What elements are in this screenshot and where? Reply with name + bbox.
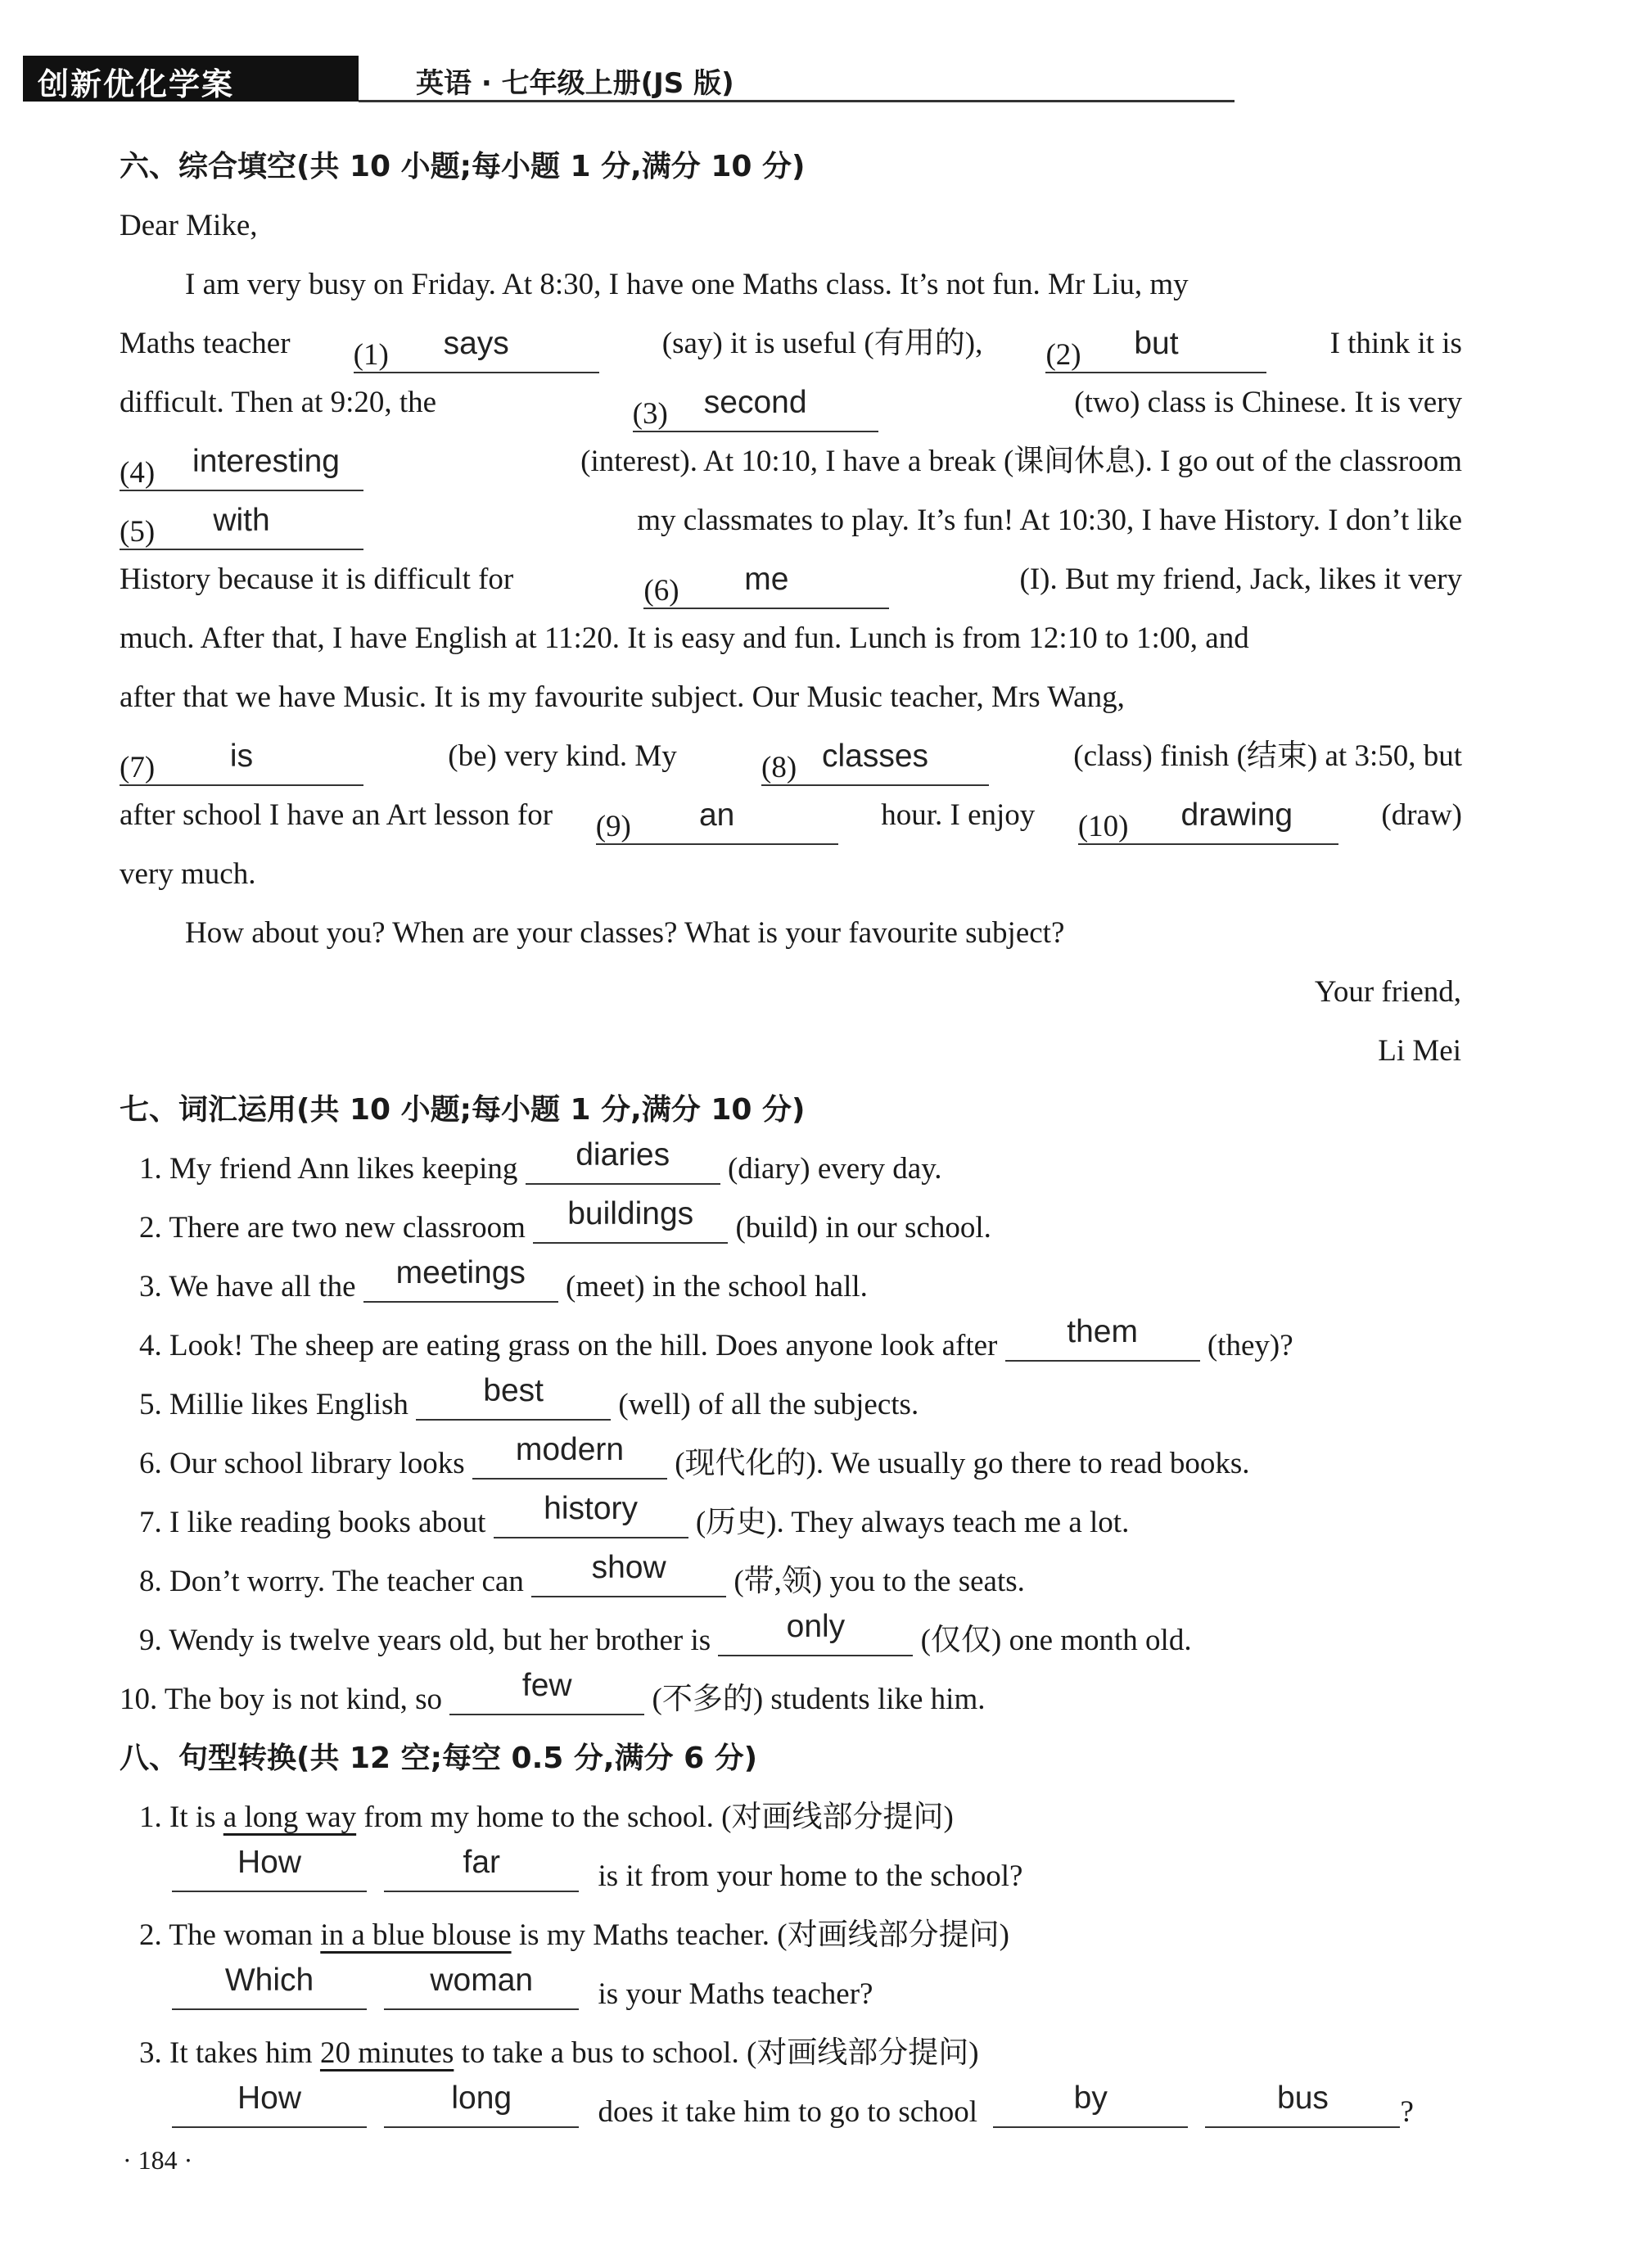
vocab-item-7: 7. I like reading books about history (历史). They always teach me a lot. (139, 1491, 1130, 1539)
letter-line-10: after school I have an Art lesson for (9) an hour. I enjoy (10) drawing (draw) (120, 797, 1462, 843)
vocab-answer-1[interactable]: diaries (526, 1150, 720, 1185)
underlined-phrase: 20 minutes (319, 2036, 454, 2070)
letter-line-3: difficult. Then at 9:20, the (3) second (two) class is Chinese. It is very (120, 385, 1462, 431)
transform-question-3: 3. It takes him 20 minutes to take a bus to school. (对画线部分提问) (139, 2036, 979, 2070)
blank-8[interactable]: (8) classes (761, 752, 989, 786)
vocab-item-1: 1. My friend Ann likes keeping diaries (diary) every day. (139, 1137, 942, 1186)
vocab-answer-6[interactable]: modern (472, 1445, 667, 1480)
page-header (23, 56, 1235, 103)
transform-blank-2b[interactable]: woman (384, 1976, 579, 2010)
letter-line-8: after that we have Music. It is my favourite subject. Our Music teacher, Mrs Wang, (120, 680, 1125, 714)
vocab-item-10: 10. The boy is not kind, so few (不多的) students like him. (120, 1668, 986, 1716)
underlined-phrase: in a blue blouse (320, 1918, 512, 1952)
letter-line-12: How about you? When are your classes? What is your favourite subject? (185, 916, 1065, 950)
letter-line-1: I am very busy on Friday. At 8:30, I have one Maths class. It’s not fun. Mr Liu, my (185, 268, 1189, 301)
page-number: · 184 · (123, 2145, 193, 2175)
blank-5[interactable]: (5) with (120, 516, 363, 550)
transform-answer-1: How far is it from your home to the school? (172, 1847, 1514, 1906)
blank-7[interactable]: (7) is (120, 752, 363, 786)
transform-blank-3b[interactable]: long (384, 2094, 579, 2128)
vocab-answer-2[interactable]: buildings (533, 1209, 728, 1244)
vocab-item-6: 6. Our school library looks modern (现代化的). We usually go there to read books. (139, 1432, 1250, 1480)
blank-4[interactable]: (4) interesting (120, 457, 363, 491)
vocab-item-5: 5. Millie likes English best (well) of all the subjects. (139, 1373, 919, 1421)
vocab-answer-10[interactable]: few (449, 1681, 644, 1715)
letter-line-11: very much. (120, 857, 256, 891)
transform-blank-1b[interactable]: far (384, 1858, 579, 1892)
brand-text: 创新优化学案 (38, 66, 235, 102)
section-8-title: 八、句型转换(共 12 空;每空 0.5 分,满分 6 分) (120, 1742, 758, 1775)
letter-line-7: much. After that, I have English at 11:20. It is easy and fun. Lunch is from 12:10 to 1:00, and (120, 621, 1249, 655)
blank-2[interactable]: (2) but (1045, 339, 1266, 373)
vocab-item-3: 3. We have all the meetings (meet) in the school hall. (139, 1255, 868, 1303)
letter-closing: Your friend, (1314, 975, 1461, 1009)
section-7-title: 七、词汇运用(共 10 小题;每小题 1 分,满分 10 分) (120, 1093, 806, 1127)
vocab-answer-4[interactable]: them (1005, 1327, 1200, 1362)
transform-blank-3c[interactable]: by (993, 2094, 1188, 2128)
vocab-answer-3[interactable]: meetings (363, 1268, 558, 1303)
letter-line-9: (7) is (be) very kind. My (8) classes (class) finish (结束) at 3:50, but (120, 739, 1462, 784)
vocab-answer-9[interactable]: only (718, 1622, 913, 1656)
vocab-answer-5[interactable]: best (416, 1386, 611, 1421)
vocab-item-2: 2. There are two new classroom buildings (build) in our school. (139, 1196, 991, 1245)
transform-answer-2: Which woman is your Maths teacher? (172, 1965, 1514, 2024)
transform-blank-3a[interactable]: How (172, 2094, 367, 2128)
book-title: 英语 · 七年级上册(JS 版) (416, 67, 734, 100)
blank-1[interactable]: (1) says (354, 339, 599, 373)
transform-blank-2a[interactable]: Which (172, 1976, 367, 2010)
vocab-item-8: 8. Don’t worry. The teacher can show (带,领) you to the seats. (139, 1550, 1025, 1598)
letter-line-4: (4) interesting (interest). At 10:10, I have a break (课间休息). I go out of the classroom (120, 444, 1462, 490)
vocab-item-9: 9. Wendy is twelve years old, but her brother is only (仅仅) one month old. (139, 1609, 1192, 1657)
transform-blank-3d[interactable]: bus (1205, 2094, 1400, 2128)
blank-10[interactable]: (10) drawing (1078, 811, 1338, 845)
transform-question-1: 1. It is a long way from my home to the school. (对画线部分提问) (139, 1800, 954, 1834)
section-6-title: 六、综合填空(共 10 小题;每小题 1 分,满分 10 分) (120, 150, 806, 183)
blank-6[interactable]: (6) me (643, 575, 889, 609)
vocab-answer-7[interactable]: history (494, 1504, 688, 1538)
header-rule (359, 100, 1235, 102)
vocab-answer-8[interactable]: show (531, 1563, 726, 1597)
blank-3[interactable]: (3) second (633, 398, 878, 432)
transform-answer-3: How long does it take him to go to school by bus ? (172, 2083, 1514, 2142)
letter-line-2: Maths teacher (1) says (say) it is useful (有用的), (2) but I think it is (120, 326, 1462, 372)
letter-greeting: Dear Mike, (120, 209, 258, 242)
underlined-phrase: a long way (223, 1800, 357, 1834)
vocab-item-4: 4. Look! The sheep are eating grass on the hill. Does anyone look after them (they)? (139, 1314, 1293, 1362)
letter-line-5: (5) with my classmates to play. It’s fun! At 10:30, I have History. I don’t like (120, 503, 1462, 549)
transform-question-2: 2. The woman in a blue blouse is my Maths teacher. (对画线部分提问) (139, 1918, 1009, 1952)
letter-line-6: History because it is difficult for (6) me (I). But my friend, Jack, likes it very (120, 562, 1462, 608)
blank-9[interactable]: (9) an (596, 811, 838, 845)
letter-signature: Li Mei (1378, 1034, 1461, 1068)
transform-blank-1a[interactable]: How (172, 1858, 367, 1892)
brand-logo (23, 56, 359, 102)
